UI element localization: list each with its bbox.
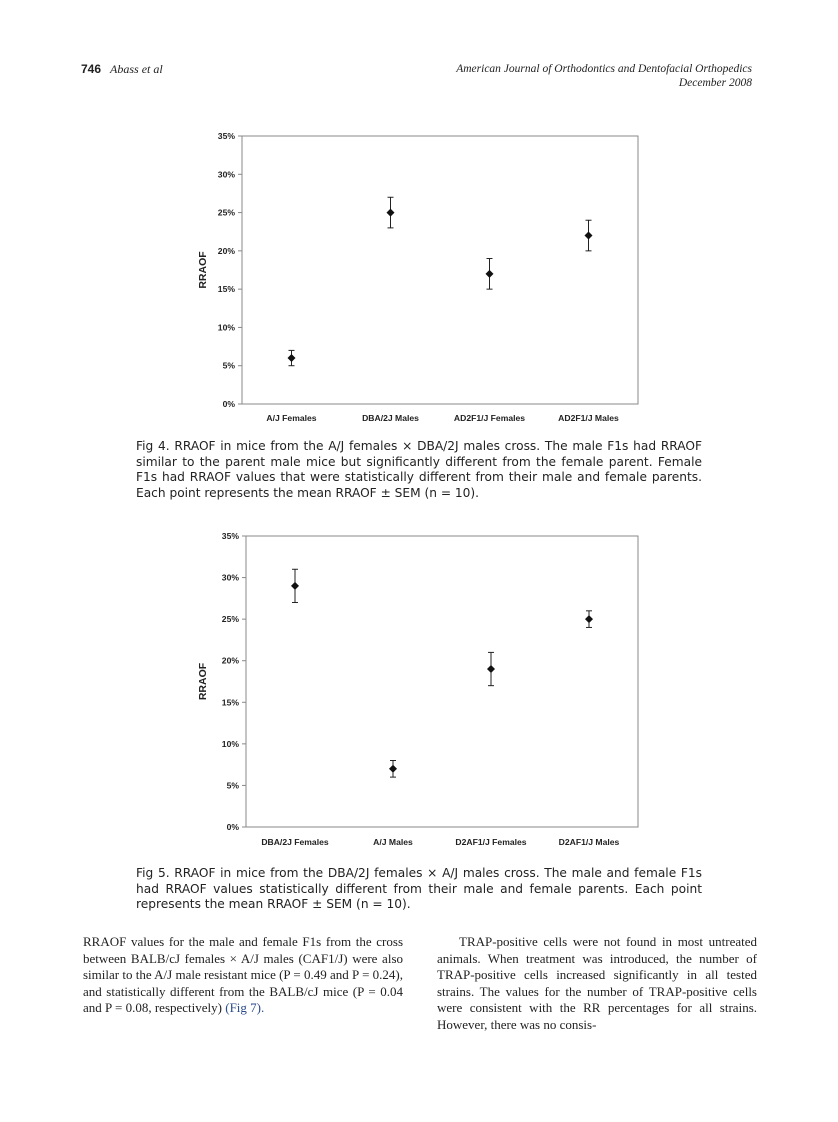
x-category-label: DBA/2J Females bbox=[261, 837, 329, 847]
data-point bbox=[487, 665, 495, 673]
figure-4-label: Fig 4. bbox=[136, 439, 170, 453]
y-tick-label: 35% bbox=[217, 131, 235, 141]
body-right-text: TRAP-positive cells were not found in most untreated animals. When treatment was introduced, the number of TRAP-positive cells increased significantly in all tested strains. The values for the number of TRAP-positive cells were consistent with the RR percentages for all strains. However, there was no consis- bbox=[437, 934, 757, 1032]
plot-frame bbox=[246, 536, 638, 827]
data-point bbox=[486, 270, 494, 278]
x-category-label: D2AF1/J Males bbox=[558, 837, 620, 847]
body-column-left bbox=[83, 934, 403, 1017]
journal-title: American Journal of Orthodontics and Dentofacial Orthopedics bbox=[456, 63, 752, 75]
body-left-text: RRAOF values for the male and female F1s from the cross between BALB/cJ females × A/J males (CAF1/J) were also similar to the A/J male resistant mice (P = 0.49 and P = 0.24), and statistically different from the BALB/cJ mice (P = 0.04 and P = 0.08, respectively) bbox=[83, 934, 403, 1015]
figure-5-chart bbox=[192, 524, 652, 854]
body-column-right bbox=[437, 934, 757, 1033]
y-tick-label: 0% bbox=[226, 822, 239, 832]
figure-4-chart bbox=[192, 122, 652, 432]
x-category-label: DBA/2J Males bbox=[362, 413, 419, 423]
figure-5-label: Fig 5. bbox=[136, 866, 170, 880]
issue-date: December 2008 bbox=[678, 77, 752, 89]
running-header-left bbox=[81, 62, 163, 77]
y-tick-label: 10% bbox=[217, 322, 235, 333]
figure-7-reference[interactable]: (Fig 7). bbox=[225, 1000, 265, 1015]
y-tick-label: 15% bbox=[221, 697, 239, 708]
y-tick-label: 30% bbox=[217, 169, 235, 180]
y-axis-title: RRAOF bbox=[197, 251, 209, 289]
x-category-label: D2AF1/J Females bbox=[455, 837, 527, 847]
data-point bbox=[288, 354, 296, 362]
page-number: 746 bbox=[81, 62, 102, 76]
y-tick-label: 35% bbox=[221, 531, 239, 541]
figure-5-caption-text: RRAOF in mice from the DBA/2J females × A/J males cross. The male and female F1s had RRAOF values statistically different from their male and female parents. Each point represents the mean RRAOF ± SEM (n = 10). bbox=[136, 866, 703, 911]
y-tick-label: 15% bbox=[217, 284, 235, 295]
y-axis-title: RRAOF bbox=[197, 662, 209, 701]
figure-4-caption-text: RRAOF in mice from the A/J females × DBA/2J males cross. The male F1s had RRAOF similar to the parent male mice but significantly different from the female parent. Female F1s had RRAOF values that were statistically different from their male and female parents. Each point represents the mean RRAOF ± SEM (n = 10). bbox=[136, 439, 702, 500]
figure-4 bbox=[192, 122, 652, 432]
x-category-label: A/J Females bbox=[266, 413, 317, 423]
data-point bbox=[387, 209, 395, 217]
y-tick-label: 5% bbox=[222, 360, 235, 371]
data-point bbox=[585, 232, 593, 240]
figure-5 bbox=[192, 524, 652, 854]
x-category-label: A/J Males bbox=[373, 837, 413, 847]
plot-frame bbox=[242, 136, 638, 404]
data-point bbox=[291, 582, 299, 590]
y-tick-label: 30% bbox=[221, 572, 239, 583]
y-tick-label: 25% bbox=[221, 614, 239, 625]
figure-5-caption bbox=[136, 866, 702, 913]
y-tick-label: 0% bbox=[222, 399, 235, 409]
y-tick-label: 10% bbox=[221, 738, 239, 749]
x-category-label: AD2F1/J Females bbox=[453, 413, 526, 423]
y-tick-label: 5% bbox=[226, 780, 239, 791]
figure-4-caption bbox=[136, 439, 702, 501]
running-header-right bbox=[456, 62, 752, 90]
data-point bbox=[389, 765, 397, 773]
y-tick-label: 25% bbox=[217, 207, 235, 218]
data-point bbox=[585, 615, 593, 623]
authors: Abass et al bbox=[110, 62, 163, 76]
y-tick-label: 20% bbox=[221, 655, 239, 666]
y-tick-label: 20% bbox=[217, 245, 235, 256]
x-category-label: AD2F1/J Males bbox=[558, 413, 619, 423]
